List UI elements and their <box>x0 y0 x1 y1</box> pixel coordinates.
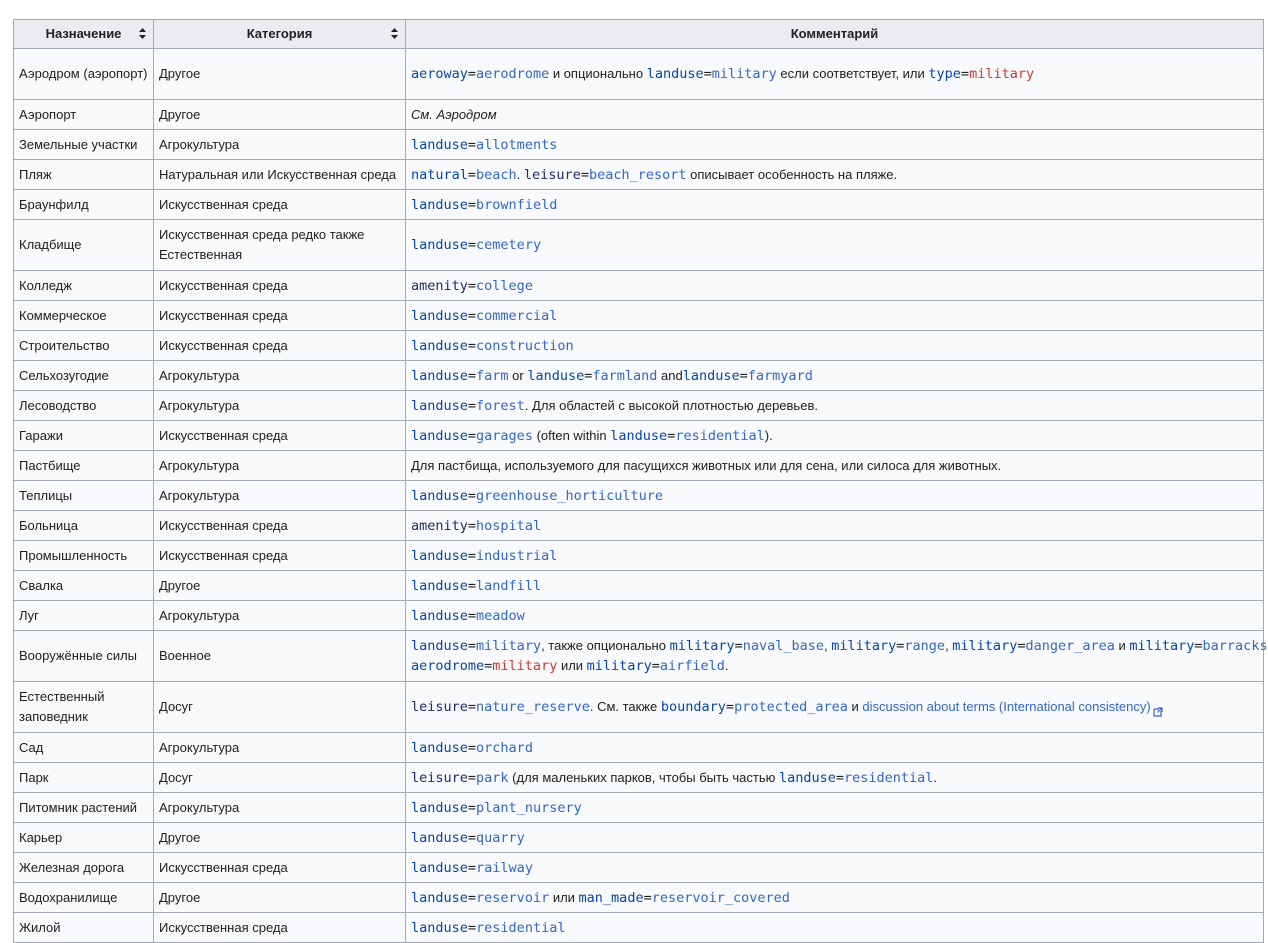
tag-type-military[interactable]: type=military <box>928 66 1035 82</box>
purpose-cell: Теплицы <box>14 481 154 511</box>
comment-text: . См. также <box>589 699 661 714</box>
tag-landuse-industrial[interactable]: landuse=industrial <box>411 547 558 564</box>
tag-man_made-reservoir_covered[interactable]: man_made=reservoir_covered <box>578 889 790 906</box>
tag-landuse-construction[interactable]: landuse=construction <box>411 337 574 354</box>
comment-cell <box>406 601 1264 631</box>
tag-landuse-residential[interactable]: landuse=residential <box>411 919 566 936</box>
tag-landuse-residential[interactable]: landuse=residential <box>610 427 765 444</box>
tag-landuse-commercial[interactable]: landuse=commercial <box>411 307 558 324</box>
purpose-cell: Карьер <box>14 823 154 853</box>
comment-text: . Для областей с высокой плотностью деревьев. <box>524 397 818 413</box>
category-cell: Искусственная среда <box>154 271 406 301</box>
tag-landuse-plant_nursery[interactable]: landuse=plant_nursery <box>411 799 582 816</box>
purpose-cell: Пляж <box>14 160 154 190</box>
table-row <box>14 601 1264 631</box>
table-row <box>14 631 1264 682</box>
purpose-cell: Сельхозугодие <box>14 361 154 391</box>
category-cell: Искусственная среда <box>154 853 406 883</box>
table-row <box>14 682 1264 733</box>
tag-amenity-college[interactable]: amenity=college <box>411 277 533 294</box>
category-cell: Искусственная среда редко также Естественная <box>154 220 406 271</box>
tag-landuse-meadow[interactable]: landuse=meadow <box>411 607 525 624</box>
purpose-cell: Свалка <box>14 571 154 601</box>
landuse-table <box>13 19 1268 943</box>
comment-cell <box>406 160 1264 190</box>
table-row <box>14 913 1264 943</box>
purpose-cell: Строительство <box>14 331 154 361</box>
table-row <box>14 301 1264 331</box>
purpose-cell: Земельные участки <box>14 130 154 160</box>
purpose-cell: Аэропорт <box>14 100 154 130</box>
comment-text: Для пастбища, используемого для пасущихся животных или для сена, или силоса для животных. <box>411 457 1002 473</box>
comment-cell <box>406 130 1264 160</box>
tag-landuse-reservoir[interactable]: landuse=reservoir <box>411 889 550 906</box>
comment-cell <box>406 421 1264 451</box>
tag-landuse-farmland[interactable]: landuse=farmland <box>527 367 658 384</box>
tag-amenity-hospital[interactable]: amenity=hospital <box>411 517 542 534</box>
comment-cell <box>406 913 1264 943</box>
comment-cell <box>406 823 1264 853</box>
table-row <box>14 571 1264 601</box>
sort-arrows-icon[interactable] <box>139 28 146 39</box>
category-cell: Агрокультура <box>154 361 406 391</box>
tag-landuse-cemetery[interactable]: landuse=cemetery <box>411 237 542 253</box>
column-header-label: Назначение <box>45 26 122 41</box>
tag-landuse-orchard[interactable]: landuse=orchard <box>411 739 533 756</box>
purpose-cell: Аэродром (аэропорт) <box>14 49 154 100</box>
comment-cell <box>406 451 1264 481</box>
tag-military-naval_base[interactable]: military=naval_base <box>669 638 825 654</box>
tag-landuse-greenhouse_horticulture[interactable]: landuse=greenhouse_horticulture <box>411 487 663 504</box>
comment-cell <box>406 271 1264 301</box>
comment-text: and <box>657 367 683 383</box>
category-cell: Агрокультура <box>154 601 406 631</box>
category-cell: Искусственная среда <box>154 541 406 571</box>
comment-text: и <box>1114 638 1130 653</box>
comment-cell <box>406 361 1264 391</box>
comment-text: (often within <box>532 427 611 443</box>
category-cell: Агрокультура <box>154 130 406 160</box>
purpose-cell: Вооружённые силы <box>14 631 154 682</box>
comment-text: , <box>945 638 953 653</box>
comment-cell <box>406 541 1264 571</box>
category-cell: Другое <box>154 883 406 913</box>
comment-cell <box>406 883 1264 913</box>
category-cell: Агрокультура <box>154 451 406 481</box>
external-link-icon <box>1153 703 1163 713</box>
comment-cell <box>406 511 1264 541</box>
comment-text: . <box>724 658 729 673</box>
tag-military-airfield[interactable]: military=airfield <box>586 658 725 674</box>
tag-landuse-forest[interactable]: landuse=forest <box>411 397 525 414</box>
column-header-purpose[interactable] <box>14 20 154 49</box>
comment-cell <box>406 853 1264 883</box>
table-row <box>14 853 1264 883</box>
comment-cell <box>406 571 1264 601</box>
table-row <box>14 271 1264 301</box>
comment-cell <box>406 331 1264 361</box>
category-cell: Искусственная среда <box>154 190 406 220</box>
category-cell: Искусственная среда <box>154 331 406 361</box>
comment-text: . <box>516 166 524 182</box>
column-header-label: Категория <box>246 26 313 41</box>
tag-landuse-railway[interactable]: landuse=railway <box>411 859 533 876</box>
purpose-cell: Сад <box>14 733 154 763</box>
category-cell: Искусственная среда <box>154 301 406 331</box>
column-header-category[interactable] <box>154 20 406 49</box>
table-row <box>14 823 1264 853</box>
purpose-cell: Луг <box>14 601 154 631</box>
category-cell: Другое <box>154 100 406 130</box>
purpose-cell: Браунфилд <box>14 190 154 220</box>
tag-leisure-nature_reserve[interactable]: leisure=nature_reserve <box>411 699 590 715</box>
purpose-cell: Парк <box>14 763 154 793</box>
table-row <box>14 541 1264 571</box>
tag-boundary-protected_area[interactable]: boundary=protected_area <box>660 699 848 715</box>
comment-cell <box>406 631 1268 682</box>
table-row <box>14 160 1264 190</box>
comment-text: (для маленьких парков, чтобы быть частью <box>508 769 779 785</box>
comment-cell <box>406 301 1264 331</box>
tag-leisure-beach_resort[interactable]: leisure=beach_resort <box>523 166 687 183</box>
category-cell: Искусственная среда <box>154 421 406 451</box>
tag-landuse-military[interactable]: landuse=military <box>411 638 542 654</box>
tag-landuse-allotments[interactable]: landuse=allotments <box>411 136 558 153</box>
comment-cell <box>406 391 1264 421</box>
category-cell: Натуральная или Искусственная среда <box>154 160 406 190</box>
category-cell: Досуг <box>154 763 406 793</box>
table-row <box>14 793 1264 823</box>
table-row <box>14 511 1264 541</box>
purpose-cell: Пастбище <box>14 451 154 481</box>
tag-leisure-park[interactable]: leisure=park <box>411 769 509 786</box>
purpose-cell: Колледж <box>14 271 154 301</box>
table-row <box>14 130 1264 160</box>
tag-landuse-garages[interactable]: landuse=garages <box>411 427 533 444</box>
purpose-cell: Естественный заповедник <box>14 682 154 733</box>
comment-cell <box>406 733 1264 763</box>
comment-text: or <box>508 367 528 383</box>
table-row <box>14 481 1264 511</box>
comment-text: описывает особенность на пляже. <box>686 166 898 182</box>
table-row <box>14 733 1264 763</box>
comment-text: или <box>557 658 587 673</box>
table-row <box>14 883 1264 913</box>
tag-landuse-residential[interactable]: landuse=residential <box>778 769 934 786</box>
tag-military-barracks[interactable]: military=barracks <box>1129 638 1268 654</box>
category-cell: Агрокультура <box>154 481 406 511</box>
comment-cell <box>406 793 1264 823</box>
table-row <box>14 49 1264 100</box>
purpose-cell: Коммерческое <box>14 301 154 331</box>
purpose-cell: Лесоводство <box>14 391 154 421</box>
comment-text: , <box>824 638 832 653</box>
table-row <box>14 763 1264 793</box>
comment-cell <box>406 49 1264 100</box>
category-cell: Агрокультура <box>154 733 406 763</box>
tag-landuse-landfill[interactable]: landuse=landfill <box>411 577 542 594</box>
tag-landuse-farm[interactable]: landuse=farm <box>411 367 509 384</box>
comment-cell <box>406 190 1264 220</box>
tag-aerodrome-military[interactable]: aerodrome=military <box>411 658 558 674</box>
category-cell: Другое <box>154 49 406 100</box>
purpose-cell: Больница <box>14 511 154 541</box>
comment-text: , также опционально <box>541 638 670 653</box>
category-cell: Искусственная среда <box>154 511 406 541</box>
comment-cell <box>406 682 1264 733</box>
comment-text: и <box>847 699 863 714</box>
external-link[interactable]: discussion about terms (International consistency) <box>862 699 1151 714</box>
comment-text: и опционально <box>549 66 647 81</box>
category-cell: Агрокультура <box>154 391 406 421</box>
purpose-cell: Питомник растений <box>14 793 154 823</box>
category-cell: Искусственная среда <box>154 913 406 943</box>
comment-text: См. Аэродром <box>411 106 497 122</box>
table-row <box>14 421 1264 451</box>
comment-text: ). <box>764 427 773 443</box>
table-row <box>14 451 1264 481</box>
comment-cell <box>406 481 1264 511</box>
column-header-label: Комментарий <box>790 26 879 41</box>
comment-cell <box>406 100 1264 130</box>
table-row <box>14 331 1264 361</box>
purpose-cell: Железная дорога <box>14 853 154 883</box>
purpose-cell: Гаражи <box>14 421 154 451</box>
tag-military-range[interactable]: military=range <box>831 638 946 654</box>
category-cell: Другое <box>154 571 406 601</box>
category-cell: Досуг <box>154 682 406 733</box>
table-header-row <box>14 20 1264 49</box>
comment-text: если соответствует, или <box>776 66 929 81</box>
purpose-cell: Кладбище <box>14 220 154 271</box>
purpose-cell: Жилой <box>14 913 154 943</box>
category-cell: Военное <box>154 631 406 682</box>
tag-aeroway-aerodrome[interactable]: aeroway=aerodrome <box>411 66 550 82</box>
purpose-cell: Водохранилище <box>14 883 154 913</box>
table-row <box>14 220 1264 271</box>
tag-landuse-quarry[interactable]: landuse=quarry <box>411 829 525 846</box>
tag-landuse-farmyard[interactable]: landuse=farmyard <box>682 367 813 384</box>
tag-landuse-military[interactable]: landuse=military <box>646 66 777 82</box>
tag-landuse-brownfield[interactable]: landuse=brownfield <box>411 196 558 213</box>
column-header-comment <box>406 20 1264 49</box>
tag-natural-beach[interactable]: natural=beach <box>411 166 517 183</box>
table-row <box>14 361 1264 391</box>
category-cell: Другое <box>154 823 406 853</box>
comment-text: или <box>549 889 579 905</box>
comment-cell <box>406 763 1264 793</box>
table-row <box>14 100 1264 130</box>
table-row <box>14 391 1264 421</box>
table-row <box>14 190 1264 220</box>
category-cell: Агрокультура <box>154 793 406 823</box>
purpose-cell: Промышленность <box>14 541 154 571</box>
sort-arrows-icon[interactable] <box>391 28 398 39</box>
comment-text: . <box>933 769 938 785</box>
tag-military-danger_area[interactable]: military=danger_area <box>952 638 1115 654</box>
comment-cell <box>406 220 1264 271</box>
